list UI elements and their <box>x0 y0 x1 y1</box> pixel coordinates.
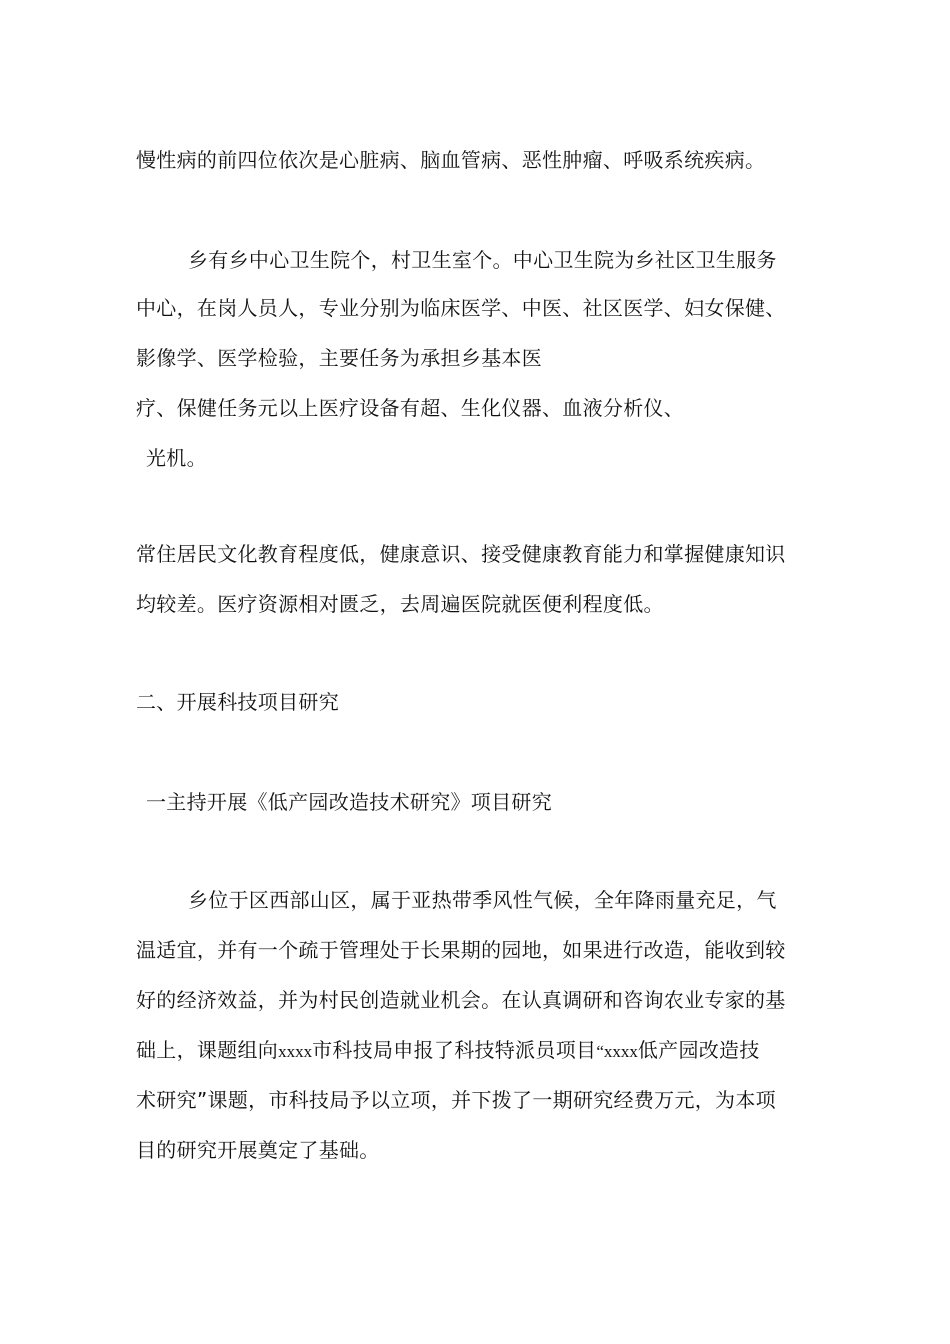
paragraph-line: 目的研究开展奠定了基础。 <box>136 1138 380 1162</box>
paragraph-line: 好的经济效益，并为村民创造就业机会。在认真调研和咨询农业专家的基 <box>136 988 786 1012</box>
text-span: 低产园改造技 <box>637 1038 760 1062</box>
paragraph-line: 温适宜，并有一个疏于管理处于长果期的园地，如果进行改造，能收到较 <box>136 938 786 962</box>
section-heading: 二、开展科技项目研究 <box>136 690 339 714</box>
paragraph-line: 影像学、医学检验，主要任务为承担乡基本医 <box>136 346 542 370</box>
paragraph-line: 常住居民文化教育程度低，健康意识、接受健康教育能力和掌握健康知识 <box>136 542 786 566</box>
paragraph-line: 乡有乡中心卫生院个，村卫生室个。中心卫生院为乡社区卫生服务 <box>188 248 777 272</box>
placeholder-text: “xxxx <box>596 1042 638 1061</box>
paragraph-line: 均较差。医疗资源相对匮乏，去周遍医院就医便利程度低。 <box>136 592 664 616</box>
subsection-heading: 一主持开展《低产园改造技术研究》项目研究 <box>146 790 552 814</box>
text-span: 市科技局申报了科技特派员项目 <box>312 1038 597 1062</box>
paragraph-line: 疗、保健任务元以上医疗设备有超、生化仪器、血液分析仪、 <box>136 396 685 420</box>
paragraph-line: 慢性病的前四位依次是心脏病、脑血管病、恶性肿瘤、呼吸系统疾病。 <box>136 148 766 172</box>
paragraph-line: 中心，在岗人员人，专业分别为临床医学、中医、社区医学、妇女保健、 <box>136 296 786 320</box>
paragraph-line: 术研究”课题，市科技局予以立项，并下拨了一期研究经费万元，为本项 <box>136 1088 776 1112</box>
paragraph-line: 光机。 <box>146 446 207 470</box>
text-span: 础上，课题组向 <box>136 1038 279 1062</box>
paragraph-line <box>136 1036 760 1066</box>
placeholder-text: xxxx <box>278 1042 313 1061</box>
paragraph-line: 乡位于区西部山区，属于亚热带季风性气候，全年降雨量充足，气 <box>188 888 777 912</box>
